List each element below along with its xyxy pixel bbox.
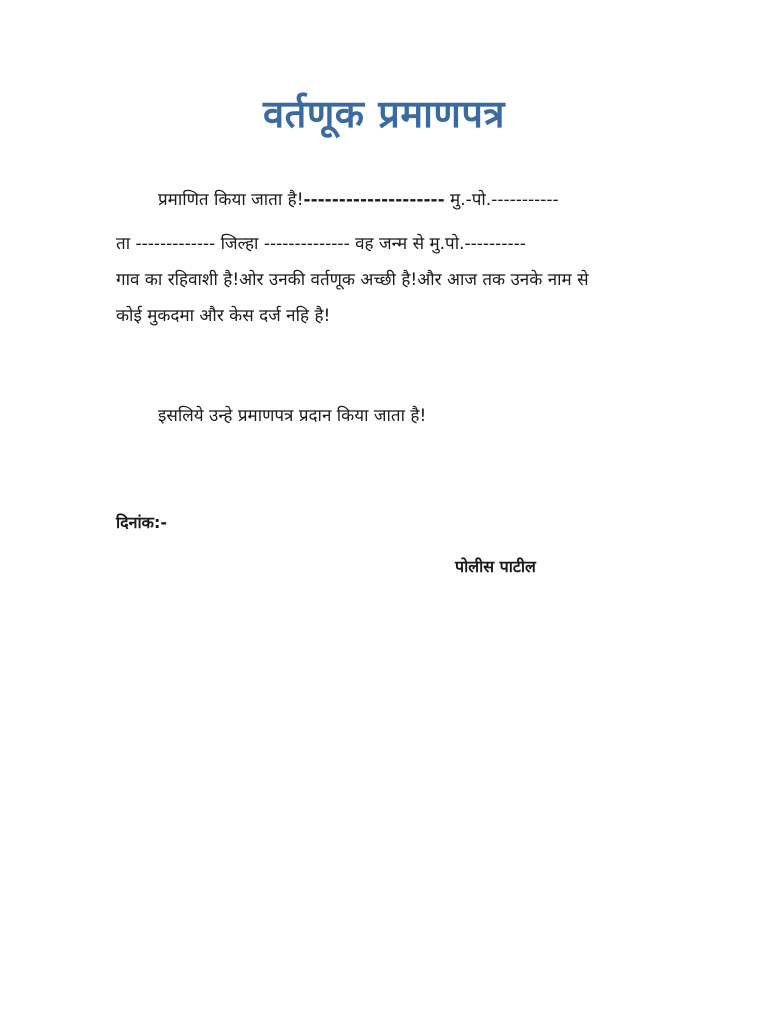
certificate-line-4: कोई मुकदमा और केस दर्ज नहि है! [116,306,331,326]
date-label: दिनांक:- [116,513,167,532]
certificate-intro-text: प्रमाणित किया जाता है! [158,190,304,210]
signature-title: पोलीस पाटील [455,557,536,576]
certificate-line-3: गाव का रहिवाशी है!ओर उनकी वर्तणूक अच्छी है!और आज तक उनके नाम से [116,270,589,290]
certificate-grant-statement: इसलिये उन्हे प्रमाणपत्र प्रदान किया जाता है! [158,406,427,426]
name-blank: -------------------- [303,190,445,210]
village-post-blank: मु.-पो.----------- [444,190,559,210]
certificate-line-2: ता ------------- जिल्हा -------------- वह जन्म से मु.पो.---------- [116,234,526,254]
document-title: वर्तणूक प्रमाणपत्र [263,92,505,136]
certificate-line-1 [158,186,559,214]
